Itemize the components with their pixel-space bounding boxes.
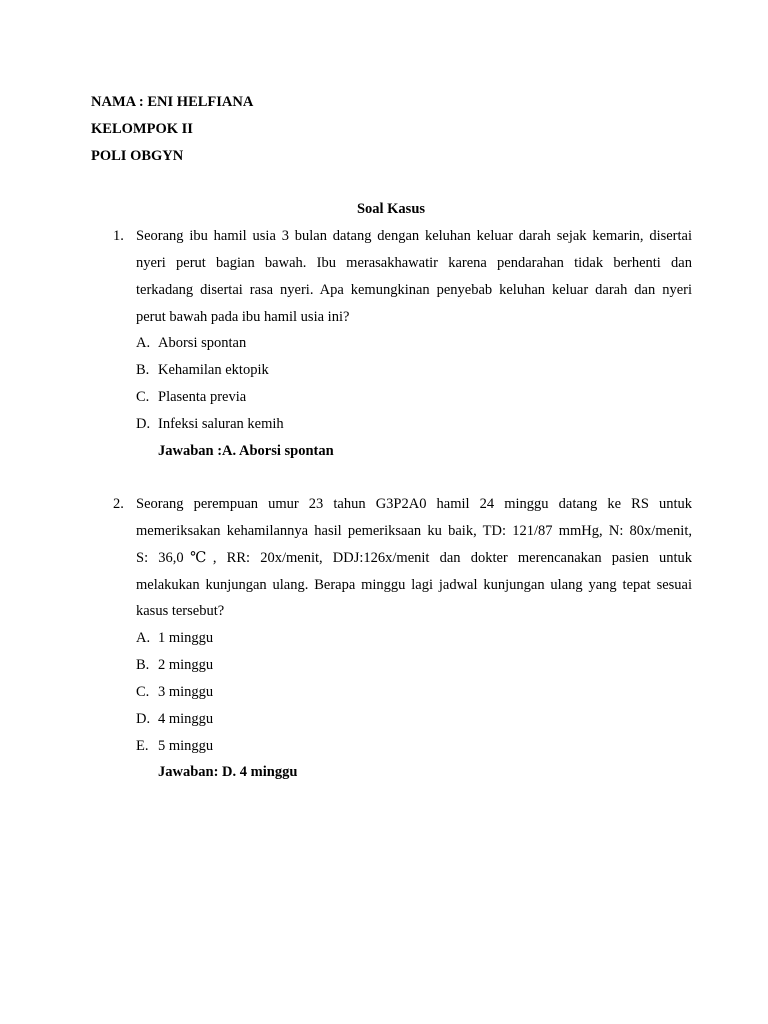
option-letter: D. bbox=[136, 416, 151, 432]
option-letter: A. bbox=[136, 335, 151, 351]
student-name: NAMA : ENI HELFIANA bbox=[91, 94, 254, 110]
question-line: Seorang ibu hamil usia 3 bulan datang dengan keluhan keluar darah sejak kemarin, disertai bbox=[136, 228, 692, 244]
group-name: KELOMPOK II bbox=[91, 121, 193, 137]
option-text: Plasenta previa bbox=[158, 389, 247, 405]
question-line: perut bawah pada ibu hamil usia ini? bbox=[136, 309, 350, 325]
option-text: 3 minggu bbox=[158, 684, 214, 700]
option-letter: B. bbox=[136, 362, 150, 378]
question-line: melakukan kunjungan ulang. Berapa minggu lagi jadwal kunjungan ulang yang tepat sesuai bbox=[136, 577, 692, 593]
document-title: Soal Kasus bbox=[356, 201, 426, 217]
option-letter: D. bbox=[136, 711, 151, 727]
option-letter: C. bbox=[136, 684, 150, 700]
option-letter: B. bbox=[136, 657, 150, 673]
question-line: kasus tersebut? bbox=[136, 603, 225, 619]
question-line: memeriksakan kehamilannya hasil pemeriksaan ku baik, TD: 121/87 mmHg, N: 80x/menit, bbox=[136, 523, 692, 539]
option-text: 5 minggu bbox=[158, 738, 214, 754]
question-line: S: 36,0℃, RR: 20x/menit, DDJ:126x/menit dan dokter merencanakan pasien untuk bbox=[136, 550, 692, 566]
option-text: Infeksi saluran kemih bbox=[158, 416, 284, 432]
option-text: 2 minggu bbox=[158, 657, 214, 673]
question-line: Seorang perempuan umur 23 tahun G3P2A0 hamil 24 minggu datang ke RS untuk bbox=[136, 496, 692, 512]
question-number: 2. bbox=[113, 496, 124, 512]
option-text: 1 minggu bbox=[158, 630, 214, 646]
question-line: nyeri perut bagian bawah. Ibu merasakhawatir karena pendarahan tidak berhenti dan bbox=[136, 255, 692, 271]
question-line: terkadang disertai rasa nyeri. Apa kemungkinan penyebab keluhan keluar darah dan nyeri bbox=[136, 282, 692, 298]
option-letter: E. bbox=[136, 738, 149, 754]
answer: Jawaban :A. Aborsi spontan bbox=[158, 443, 334, 459]
option-text: Kehamilan ektopik bbox=[158, 362, 269, 378]
option-text: Aborsi spontan bbox=[158, 335, 247, 351]
option-letter: A. bbox=[136, 630, 151, 646]
answer: Jawaban: D. 4 minggu bbox=[158, 764, 298, 780]
option-letter: C. bbox=[136, 389, 150, 405]
question-number: 1. bbox=[113, 228, 124, 244]
option-text: 4 minggu bbox=[158, 711, 214, 727]
clinic-name: POLI OBGYN bbox=[91, 148, 184, 164]
